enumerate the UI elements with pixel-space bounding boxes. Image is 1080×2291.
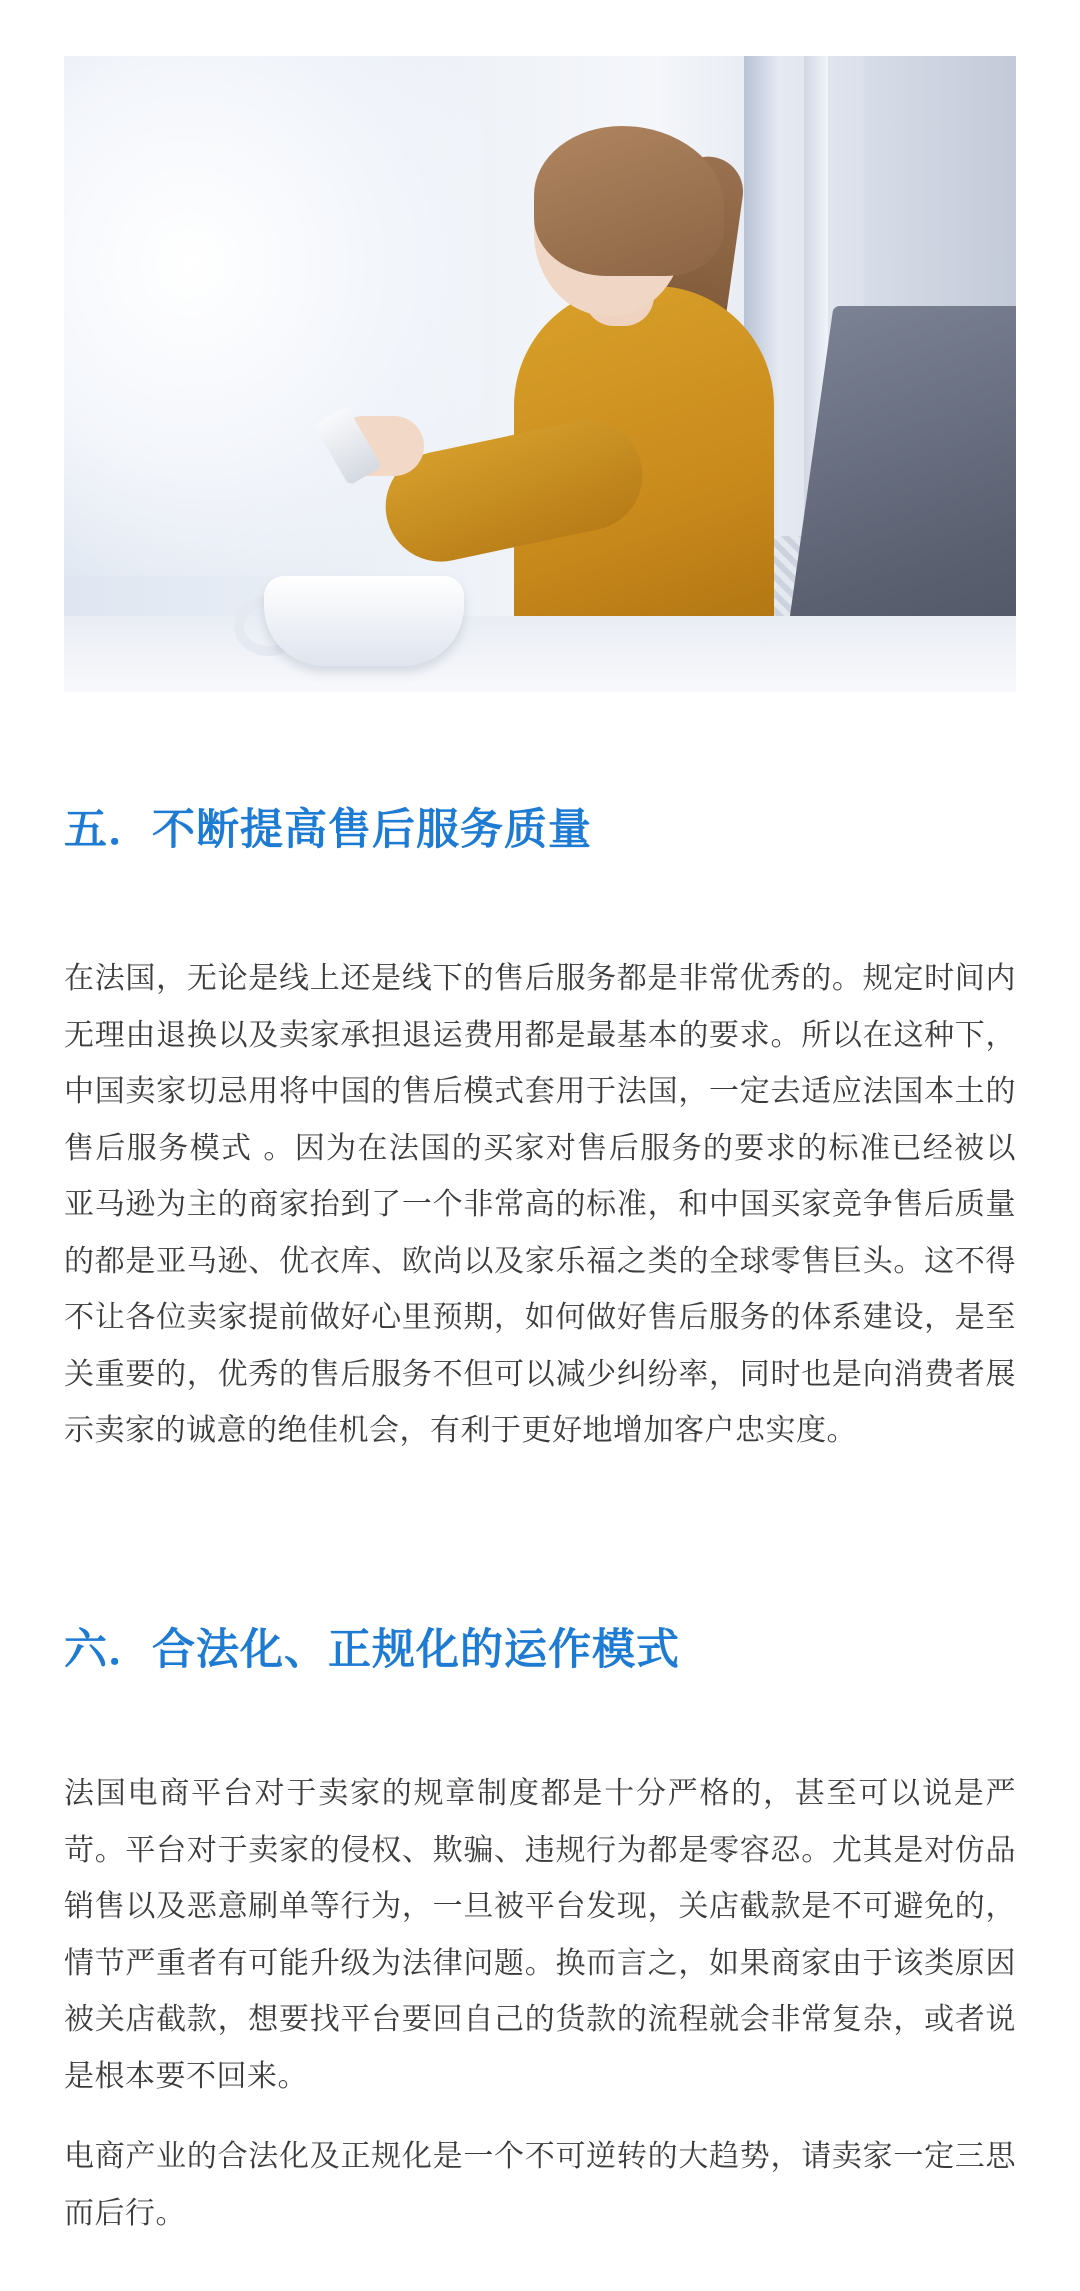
section-title-after-sales: 五．不断提高售后服务质量: [64, 805, 592, 855]
section-paragraph-legal-operation: 法国电商平台对于卖家的规章制度都是十分严格的，甚至可以说是严苛。平台对于卖家的侵权、欺骗、违规行为都是零容忍。尤其是对仿品销售以及恶意刷单等行为，一旦被平台发现，关店截款是不可避免的，情节严重者有可能升级为法律问题。换而言之，如果商家由于该类原因被关店截款，想要找平台要回自己的货款的流程就会非常复杂，或者说是根本要不回来。: [64, 1776, 1016, 2094]
table: [64, 616, 1016, 692]
section-paragraph-legal-conclusion: 电商产业的合法化及正规化是一个不可逆转的大趋势，请卖家一定三思而后行。: [64, 2139, 1016, 2231]
coffee-cup-icon: [264, 576, 464, 666]
woman-hair: [534, 126, 724, 276]
section-paragraph-after-sales: 在法国，无论是线上还是线下的售后服务都是非常优秀的。规定时间内无理由退换以及卖家承担退运费用都是最基本的要求。所以在这种下，中国卖家切忌用将中国的售后模式套用于法国，一定去适应法国本土的售后服务模式 。因为在法国的买家对售后服务的要求的标准已经被以亚马逊为主的商家抬到了一个非常高的标准，和中国买家竞争售后质量的都是亚马逊、优衣库、欧尚以及家乐福之类的全球零售巨头。这不得不让各位卖家提前做好心里预期，如何做好售后服务的体系建设，是至关重要的，优秀的售后服务不但可以减少纠纷率，同时也是向消费者展示卖家的诚意的绝佳机会，有利于更好地增加客户忠实度。: [64, 961, 1016, 1448]
hero-photo: [64, 56, 1016, 692]
section-title-legal-operation: 六．合法化、正规化的运作模式: [64, 1625, 680, 1675]
